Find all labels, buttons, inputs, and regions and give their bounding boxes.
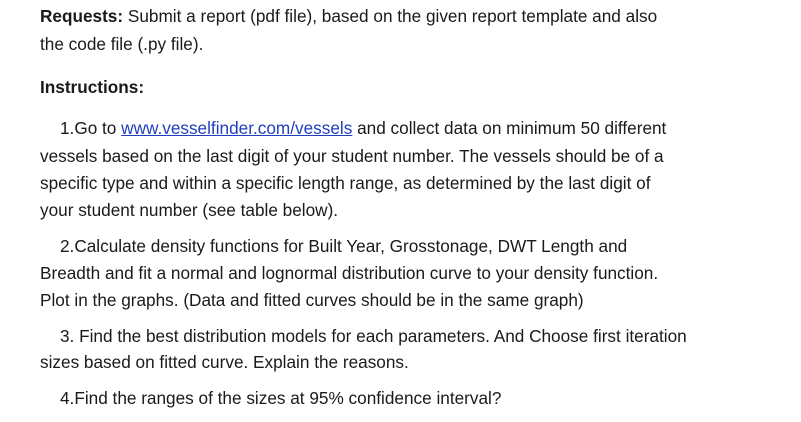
requests-text-1: Submit a report (pdf file), based on the given report template and also (123, 6, 658, 26)
item3-line-1: 3. Find the best distribution models for each parameters. And Choose first iteration (60, 326, 687, 346)
requests-line-1 (40, 4, 657, 28)
vesselfinder-link[interactable]: www.vesselfinder.com/vessels (121, 118, 353, 138)
item1-line-1 (60, 116, 666, 140)
item1-prefix: 1.Go to (60, 118, 122, 138)
item1-suffix: and collect data on minimum 50 different (352, 118, 667, 138)
requests-label: Requests: (40, 6, 124, 26)
item3-line-2: sizes based on fitted curve. Explain the reasons. (40, 352, 409, 372)
requests-line-2: the code file (.py file). (40, 34, 204, 54)
item2-line-3: Plot in the graphs. (Data and fitted curves should be in the same graph) (40, 290, 584, 310)
item4-line-1: 4.Find the ranges of the sizes at 95% confidence interval? (60, 388, 502, 408)
item2-line-1: 2.Calculate density functions for Built Year, Grosstonage, DWT Length and (60, 236, 628, 256)
instructions-heading: Instructions: (40, 77, 145, 97)
item1-line-2: vessels based on the last digit of your student number. The vessels should be of a (40, 146, 664, 166)
item1-line-4: your student number (see table below). (40, 200, 339, 220)
item1-line-3: specific type and within a specific length range, as determined by the last digit of (40, 173, 651, 193)
item2-line-2: Breadth and fit a normal and lognormal distribution curve to your density function. (40, 263, 659, 283)
